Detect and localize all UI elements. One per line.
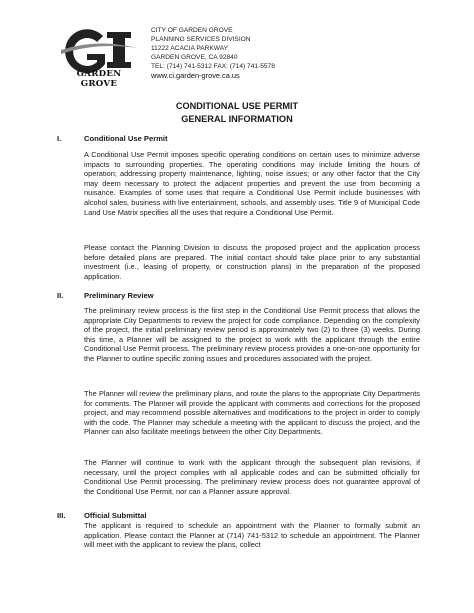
section-heading <box>57 134 417 144</box>
paragraph: Please contact the Planning Division to discuss the proposed project and the application process before detailed plans are prepared. The initial contact should take place prior to any substantial investment (i.e., leasing of property, or construction plans) in the preparation of the proposed application. <box>84 243 420 281</box>
address-line: GARDEN GROVE, CA 92840 <box>151 53 238 61</box>
website-link[interactable]: www.ci.garden-grove.ca.us <box>151 70 240 80</box>
section-heading <box>57 291 417 301</box>
section-heading <box>57 511 417 521</box>
section-title: Conditional Use Permit <box>84 134 168 143</box>
address-line: PLANNING SERVICES DIVISION <box>151 35 251 43</box>
paragraph: The Planner will continue to work with the applicant through the subsequent plan revisions, if necessary, until the project complies with all applicable codes and can be submitted officially for Conditional Use Permit processing. The preliminary review process does not guarantee approval of the Conditional Use Permit, nor can a Planner assure approval. <box>84 458 420 496</box>
section-number: I. <box>57 134 62 143</box>
section-number: III. <box>57 511 66 520</box>
section-number: II. <box>57 291 64 300</box>
title-line: CONDITIONAL USE PERMIT <box>175 101 299 111</box>
address-line: 11222 ACACIA PARKWAY <box>151 44 229 52</box>
paragraph: A Conditional Use Permit imposes specific operating conditions on certain uses to minimize adverse impacts to surrounding properties. The operating conditions may include limiting the hours of operation; addressing property maintenance, lighting, noise issues; or any other factor that the City may deem necessary to protect the adjacent properties and prevent the use from becoming a nuisance. Examples of some uses that require a Conditional Use Permit include businesses with alcohol sales, business with live entertainment, schools, and assembly uses. Title 9 of Municipal Code Land Use Matrix specifies all the uses that require a Conditional Use Permit. <box>84 150 420 217</box>
section-title: Official Submittal <box>84 511 147 520</box>
header-address <box>151 27 275 80</box>
paragraph: The applicant is required to schedule an appointment with the Planner to formally submit an application. Please contact the Planner at (714) 741-5312 to schedule an appointment. The Planner will meet with the applicant to review the plans, collect <box>84 521 420 550</box>
paragraph: The Planner will review the preliminary plans, and route the plans to the appropriate City Departments for comments. The Planner will provide the applicant with comments and corrections for the proposed project, and may recommend possible alternatives and modifications to the project in order to comply with the code. The Planner may schedule a meeting with the applicant to discuss the project, and the Planner can also facilitate meetings between the other City Departments. <box>84 389 420 437</box>
document-title <box>0 100 474 125</box>
section-title: Preliminary Review <box>84 291 154 300</box>
logo-wordmark: GARDEN GROVE <box>76 69 122 89</box>
address-line: TEL: (714) 741-5312 FAX: (714) 741-5578 <box>151 62 275 70</box>
address-line: CITY OF GARDEN GROVE <box>151 27 233 34</box>
paragraph: The preliminary review process is the first step in the Conditional Use Permit process that allows the appropriate City Departments to review the project for code compliance. Depending on the complexity of the project, the initial preliminary review period is approximately two (2) to three (3) weeks. During this time, a Planner will be assigned to the project to work with the applicant through the entire Conditional Use Permit process. The preliminary review process provides a one-on-one opportunity for the Planner to outline specific zoning issues and procedures associated with the project. <box>84 306 420 363</box>
title-line: GENERAL INFORMATION <box>181 113 293 124</box>
